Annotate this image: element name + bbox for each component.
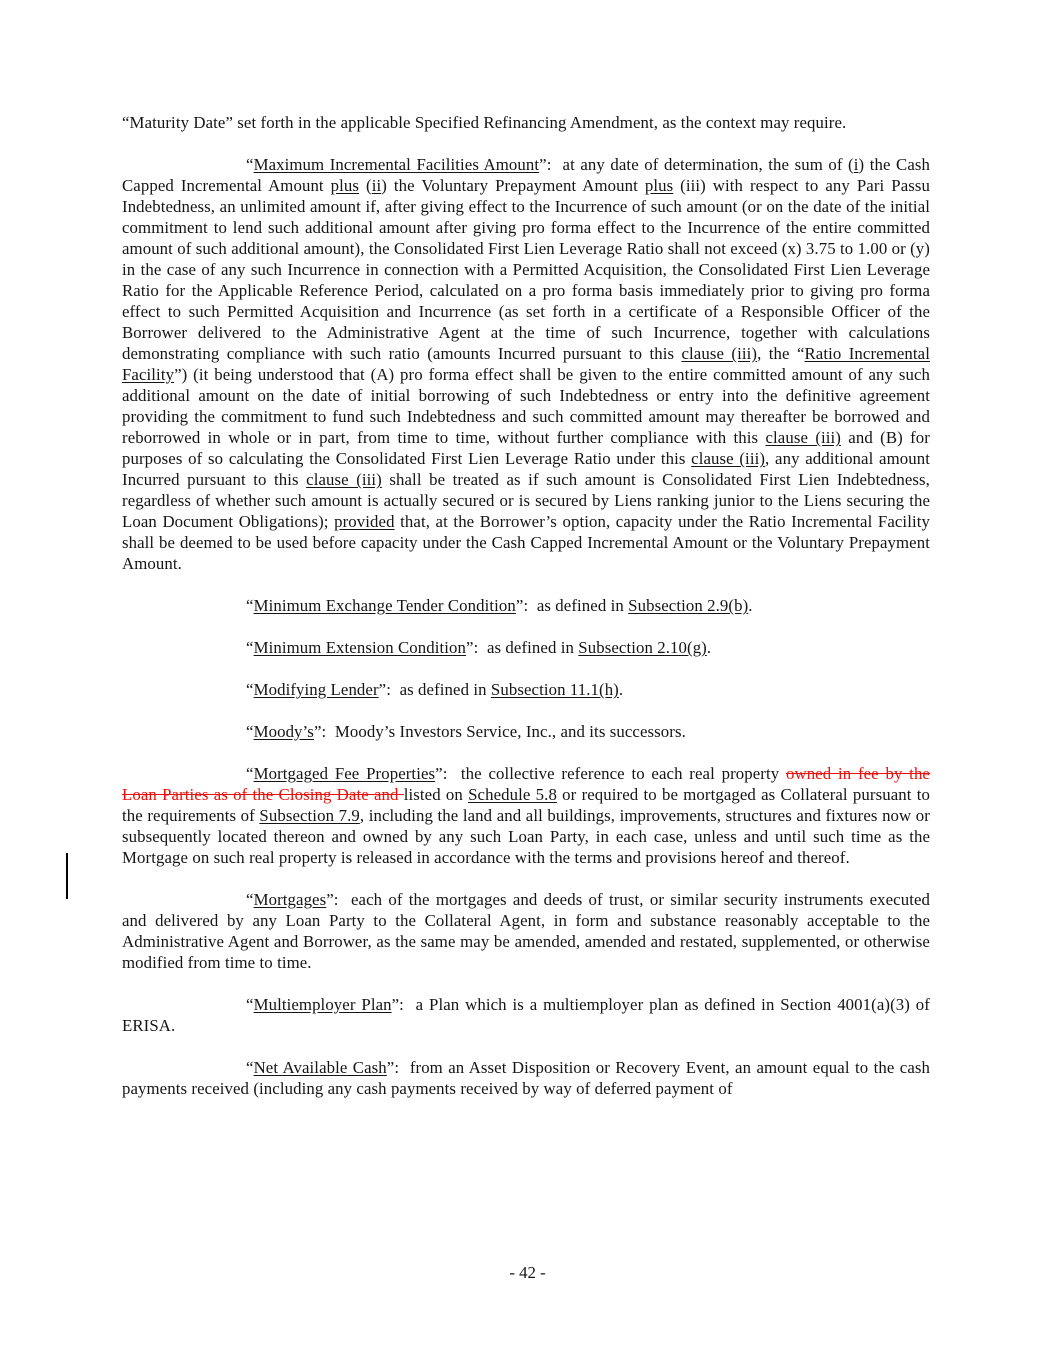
text-run: or required to be mortgaged as Collateral pursuant to the requirements of [122,785,930,825]
underlined-term: plus [644,176,674,195]
text-run: ”: Moody’s Investors Service, Inc., and its successors. [313,722,686,741]
text-run: shall be treated as if such amount is Consolidated First Lien Indebtedness, regardless of whether such amount is actually secured or is secured by Liens ranking junior to the Liens securing the Loan Document Obligations); [122,470,930,531]
text-run: “ [246,155,254,174]
underlined-term: Multiemployer Plan [253,995,392,1014]
page-number: - 42 - [509,1263,546,1282]
underlined-term: Minimum Extension Condition [253,638,467,657]
underlined-term: Subsection 11.1(h) [490,680,619,699]
text-run: “ [246,596,254,615]
underlined-term: Mortgaged Fee Properties [253,764,436,783]
text-run: “ [246,722,254,741]
underlined-term: Net Available Cash [253,1058,387,1077]
underlined-term: provided [334,512,395,531]
paragraph-multiemployer-plan [122,994,930,1036]
text-run: that, at the Borrower’s option, capacity under the Ratio Incremental Facility shall be deemed to be used before capacity under the Cash Capped Incremental Amount or the Voluntary Prepayment Amount. [122,512,930,573]
change-bar [66,853,68,899]
text-run: “ [246,995,254,1014]
text-run: , any additional amount Incurred pursuant to this [122,449,930,489]
text-run: ”: at any date of determination, the sum of ( [539,155,854,174]
text-run: , including the land and all buildings, improvements, structures and fixtures now or subsequently located thereon and owned by any such Loan Party, in each case, unless and until such time as the Mortgage on such real property is released in accordance with the terms and provisions hereof and thereof. [122,806,930,867]
underlined-term: Moody’s [253,722,314,741]
underlined-term: plus [330,176,360,195]
underlined-term: Schedule 5.8 [468,785,557,804]
underlined-term: Maximum Incremental Facilities Amount [253,155,540,174]
paragraph-net-available-cash [122,1057,930,1099]
text-run: ”: a Plan which is a multiemployer plan as defined in Section 4001(a)(3) of ERISA. [122,995,930,1035]
text-run: “ [246,890,254,909]
text-run: ”: each of the mortgages and deeds of trust, or similar security instruments executed and delivered by any Loan Party to the Collateral Agent, in form and substance reasonably acceptable to the Administrative Agent and Borrower, as the same may be amended, amended and restated, supplemented, or otherwise modified from time to time. [122,890,930,972]
text-run: listed on [403,785,469,804]
underlined-term: clause (iii) [306,470,382,489]
text-run: ( [359,176,372,195]
underlined-term: ii [371,176,382,195]
text-run: ”: the collective reference to each real property [435,764,786,783]
text-run: . [706,638,712,657]
underlined-term: Subsection 2.10(g) [578,638,707,657]
text-run: ) the Cash Capped Incremental Amount [122,155,931,195]
text-run: ”: as defined in [515,596,629,615]
text-run: , the “ [757,344,805,363]
underlined-term: clause (iii) [691,449,766,468]
text-run: ”: as defined in [466,638,579,657]
text-run: ”: as defined in [378,680,491,699]
text-run: “ [246,638,254,657]
text-run: and (B) for purposes of so calculating the Consolidated First Lien Leverage Ratio under this [122,428,930,468]
underlined-term: Minimum Exchange Tender Condition [253,596,516,615]
underlined-term: Mortgages [253,890,327,909]
underlined-term: Subsection 7.9 [259,806,360,825]
paragraph-mortgages [122,889,930,973]
text-run: ) the Voluntary Prepayment Amount [381,176,645,195]
paragraph-moodys [122,721,930,742]
text-run: . [748,596,753,615]
underlined-term: clause (iii) [681,344,758,363]
paragraph-mortgaged-fee-properties [122,763,930,868]
paragraph-maximum-incremental-facilities-amount [122,154,930,574]
underlined-term: Modifying Lender [253,680,379,699]
paragraph-modifying-lender [122,679,930,700]
document-body [122,112,930,1120]
text-run: (iii) with respect to any Pari Passu Indebtedness, an unlimited amount if, after giving effect to the Incurrence of such amount (or on the date of the initial commitment to lend such additional amount after giving pro forma effect to the Incurrence of the entire committed amount of such additional amount), the Consolidated First Lien Leverage Ratio shall not exceed (x) 3.75 to 1.00 or (y) in the case of any such Incurrence in connection with a Permitted Acquisition, the Consolidated First Lien Leverage Ratio for the Applicable Reference Period, calculated on a pro forma basis immediately prior to giving pro forma effect to such Permitted Acquisition and Incurrence (as set forth in a certificate of a Responsible Officer of the Borrower delivered to the Administrative Agent at the time of such Incurrence, together with calculations demonstrating compliance with such ratio (amounts Incurred pursuant to this [122,176,930,363]
underlined-term: i [853,155,859,174]
text-run: “Maturity Date” set forth in the applicable Specified Refinancing Amendment, as the context may require. [122,113,847,132]
paragraph-maturity-date-continuation [122,112,930,133]
text-run: “ [246,1058,254,1077]
text-run: . [618,680,624,699]
underlined-term: Ratio Incremental Facility [122,344,930,384]
underlined-term: clause (iii) [765,428,841,447]
text-run: “ [246,764,254,783]
text-run: “ [246,680,254,699]
redline-deleted-text: owned in fee by the Loan Parties as of the Closing Date and [122,764,930,804]
text-run: ”: from an Asset Disposition or Recovery Event, an amount equal to the cash payments received (including any cash payments received by way of deferred payment of [122,1058,930,1098]
paragraph-minimum-exchange-tender-condition [122,595,930,616]
text-run: ”) (it being understood that (A) pro forma effect shall be given to the entire committed amount of any such additional amount on the date of initial borrowing of such Indebtedness or entry into the definitive agreement providing the commitment to fund such Indebtedness and such committed amount may thereafter be borrowed and reborrowed in whole or in part, from time to time, without further compliance with this [122,365,930,447]
paragraph-minimum-extension-condition [122,637,930,658]
underlined-term: Subsection 2.9(b) [628,596,749,615]
